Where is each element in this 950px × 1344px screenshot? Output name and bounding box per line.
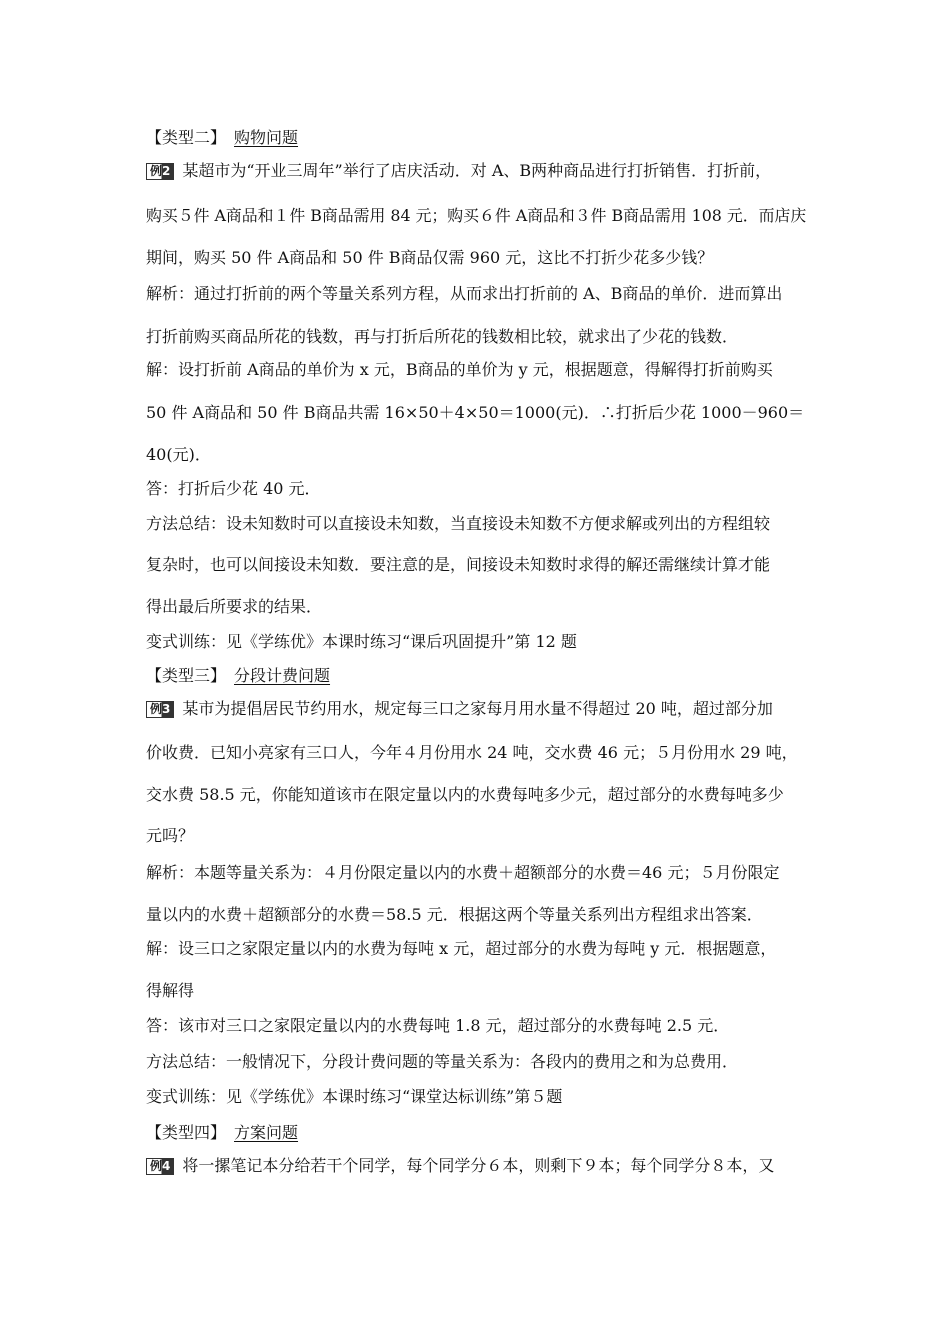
example-badge: 例2 — [146, 163, 174, 180]
variant-training-line: 变式训练：见《学练优》本课时练习“课后巩固提升”第 12 题 — [146, 632, 577, 651]
text-line: 期间，购买 50 件 A商品和 50 件 B商品仅需 960 元，这比不打折少花多少钱？ — [146, 248, 714, 267]
example-line: 例3 某市为提倡居民节约用水，规定每三口之家每月用水量不得超过 20 吨，超过部分加 — [146, 699, 773, 719]
heading-title: 分段计费问题 — [234, 666, 331, 685]
text-line: 交水费 58.5 元，你能知道该市在限定量以内的水费每吨多少元，超过部分的水费每吨多少 — [146, 785, 784, 804]
solution-line: 解：设三口之家限定量以内的水费为每吨 x 元，超过部分的水费为每吨 y 元．根据题意， — [146, 939, 777, 958]
variant-training-line: 变式训练：见《学练优》本课时练习“课堂达标训练”第５题 — [146, 1087, 563, 1106]
solution-line: 解：设打折前 A商品的单价为 x 元，B商品的单价为 y 元，根据题意，得解得打折前购买 — [146, 360, 773, 379]
answer-line: 答：打折后少花 40 元． — [146, 479, 321, 498]
method-summary-line: 方法总结：设未知数时可以直接设未知数，当直接设未知数不方便求解或列出的方程组较 — [146, 514, 771, 533]
heading-bracket: 【类型四】 — [146, 1123, 227, 1142]
section-heading-type-3 — [146, 666, 330, 686]
text-line: 得解得 — [146, 981, 195, 1000]
heading-bracket: 【类型三】 — [146, 666, 227, 685]
section-heading-type-4 — [146, 1123, 298, 1143]
text-line: 购买５件 A商品和１件 B商品需用 84 元；购买６件 A商品和３件 B商品需用 108 元．而店庆 — [146, 206, 807, 225]
text-line: 量以内的水费＋超额部分的水费＝58.5 元．根据这两个等量关系列出方程组求出答案． — [146, 905, 763, 924]
answer-line: 答：该市对三口之家限定量以内的水费每吨 1.8 元，超过部分的水费每吨 2.5 元． — [146, 1016, 730, 1035]
text-line: 元吗？ — [146, 826, 195, 845]
text-line: 得出最后所要求的结果． — [146, 597, 323, 616]
analysis-line: 解析：本题等量关系为：４月份限定量以内的水费＋超额部分的水费＝46 元；５月份限定 — [146, 863, 780, 882]
analysis-line: 解析：通过打折前的两个等量关系列方程，从而求出打折前的 A、B商品的单价．进而算出 — [146, 284, 783, 303]
text-line: 打折前购买商品所花的钱数，再与打折后所花的钱数相比较，就求出了少花的钱数． — [146, 327, 739, 346]
text-line: 复杂时，也可以间接设未知数．要注意的是，间接设未知数时求得的解还需继续计算才能 — [146, 555, 771, 574]
heading-title: 方案问题 — [234, 1123, 299, 1142]
section-heading-type-2 — [146, 128, 298, 148]
heading-title: 购物问题 — [234, 128, 299, 147]
text-line: 50 件 A商品和 50 件 B商品共需 16×50＋4×50＝1000(元)．∴打折后少花 1000－960＝ — [146, 403, 805, 422]
example-line: 例4 将一摞笔记本分给若干个同学，每个同学分６本，则剩下９本；每个同学分８本，又 — [146, 1156, 774, 1176]
heading-bracket: 【类型二】 — [146, 128, 227, 147]
text-line: 价收费．已知小亮家有三口人，今年４月份用水 24 吨，交水费 46 元；５月份用水 29 吨， — [146, 743, 798, 762]
method-summary-line: 方法总结：一般情况下，分段计费问题的等量关系为：各段内的费用之和为总费用． — [146, 1052, 739, 1071]
example-line: 例2 某超市为“开业三周年”举行了店庆活动．对 A、B两种商品进行打折销售．打折前， — [146, 161, 771, 181]
text-line: 40(元)． — [146, 445, 211, 464]
example-badge: 例3 — [146, 701, 174, 718]
example-badge: 例4 — [146, 1158, 174, 1175]
